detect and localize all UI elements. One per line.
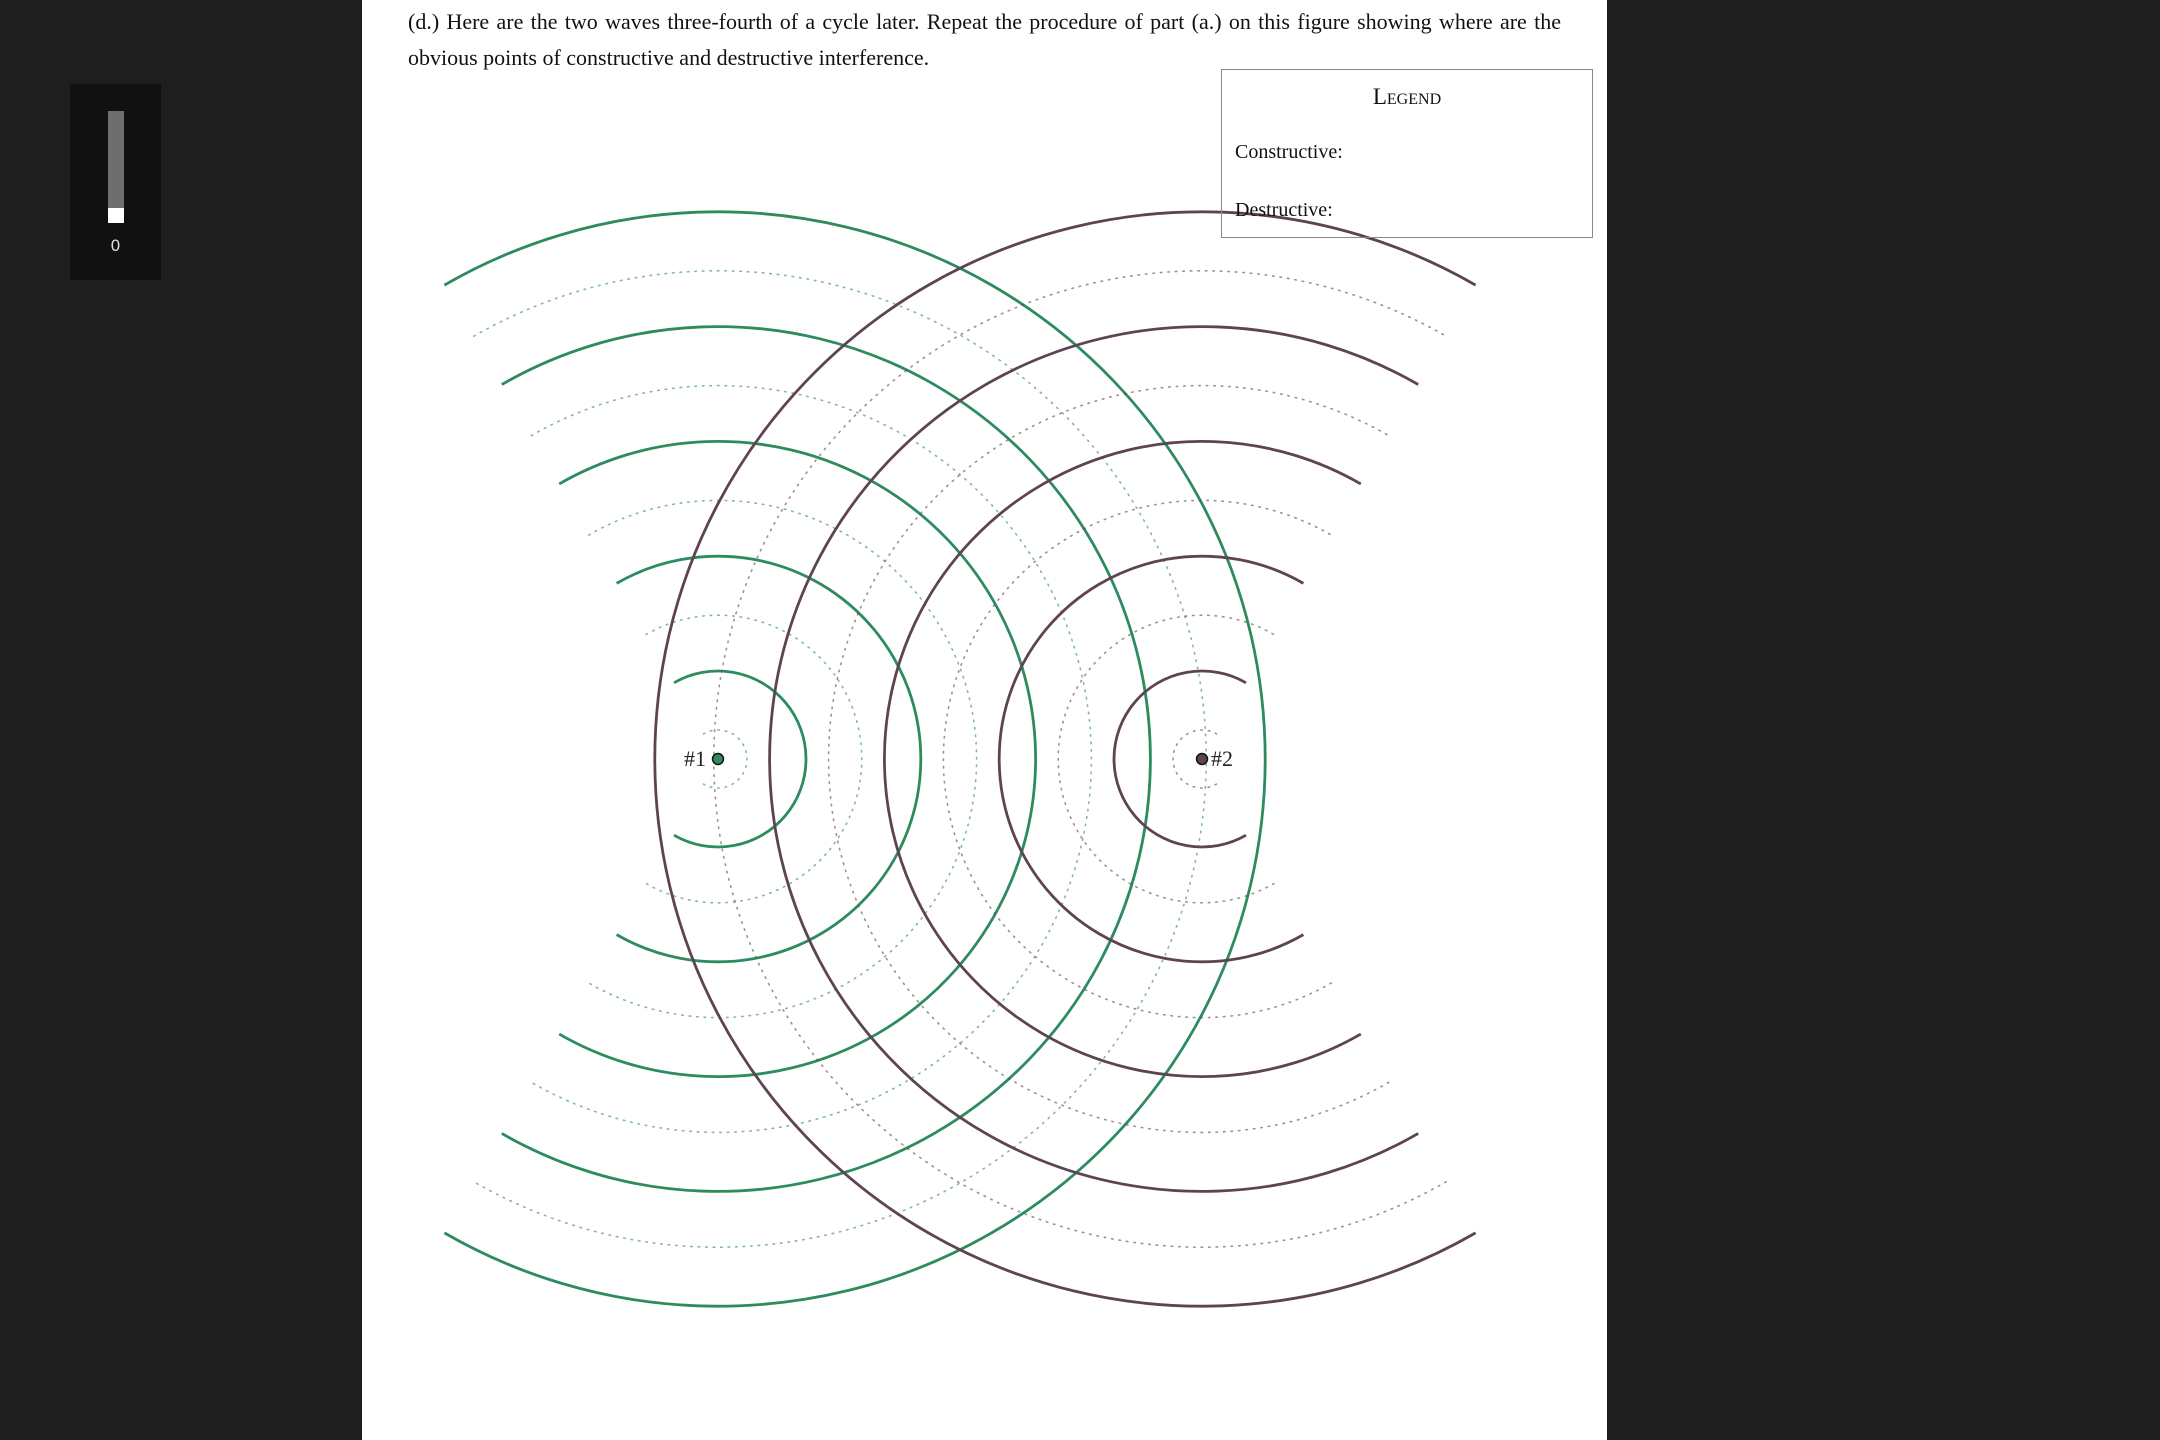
level-bar[interactable] (108, 111, 124, 223)
wave-trough-arc (474, 271, 1206, 1247)
legend-destructive-label: Destructive: (1235, 199, 1333, 221)
source-label-1: #1 (684, 746, 706, 771)
document-page (362, 0, 1607, 1440)
wave-trough-arc (646, 615, 862, 903)
legend-box (1221, 69, 1593, 238)
wave-trough-arc (704, 730, 748, 788)
level-value: 0 (110, 236, 121, 255)
wave-trough-arc (943, 500, 1331, 1017)
legend-constructive-label: Constructive: (1235, 141, 1343, 163)
wave-source-1 (713, 754, 724, 765)
source-label-2: #2 (1211, 746, 1233, 771)
wave-trough-arc (589, 500, 977, 1017)
wave-crest-arc (444, 212, 1265, 1306)
wave-trough-arc (1058, 615, 1274, 903)
wave-crest-arc (655, 212, 1476, 1306)
level-bar-fill (108, 208, 124, 223)
wave-crest-arc (770, 327, 1419, 1192)
level-indicator-panel (70, 84, 161, 280)
wave-crest-arc (559, 441, 1035, 1076)
wave-trough-arc (714, 271, 1446, 1247)
wave-source-2 (1197, 754, 1208, 765)
wave-trough-arc (531, 386, 1091, 1133)
wave-crest-arc (502, 327, 1151, 1192)
wave-trough-arc (1173, 730, 1217, 788)
wave-trough-arc (829, 386, 1389, 1133)
legend-title: Legend (1372, 84, 1442, 109)
question-text: (d.) Here are the two waves three-fourth of a cycle later. Repeat the procedure of part (a.) on this figure showing where are the obvious points of constructive and destructive interference. (408, 9, 1561, 70)
wave-crest-arc (884, 441, 1360, 1076)
